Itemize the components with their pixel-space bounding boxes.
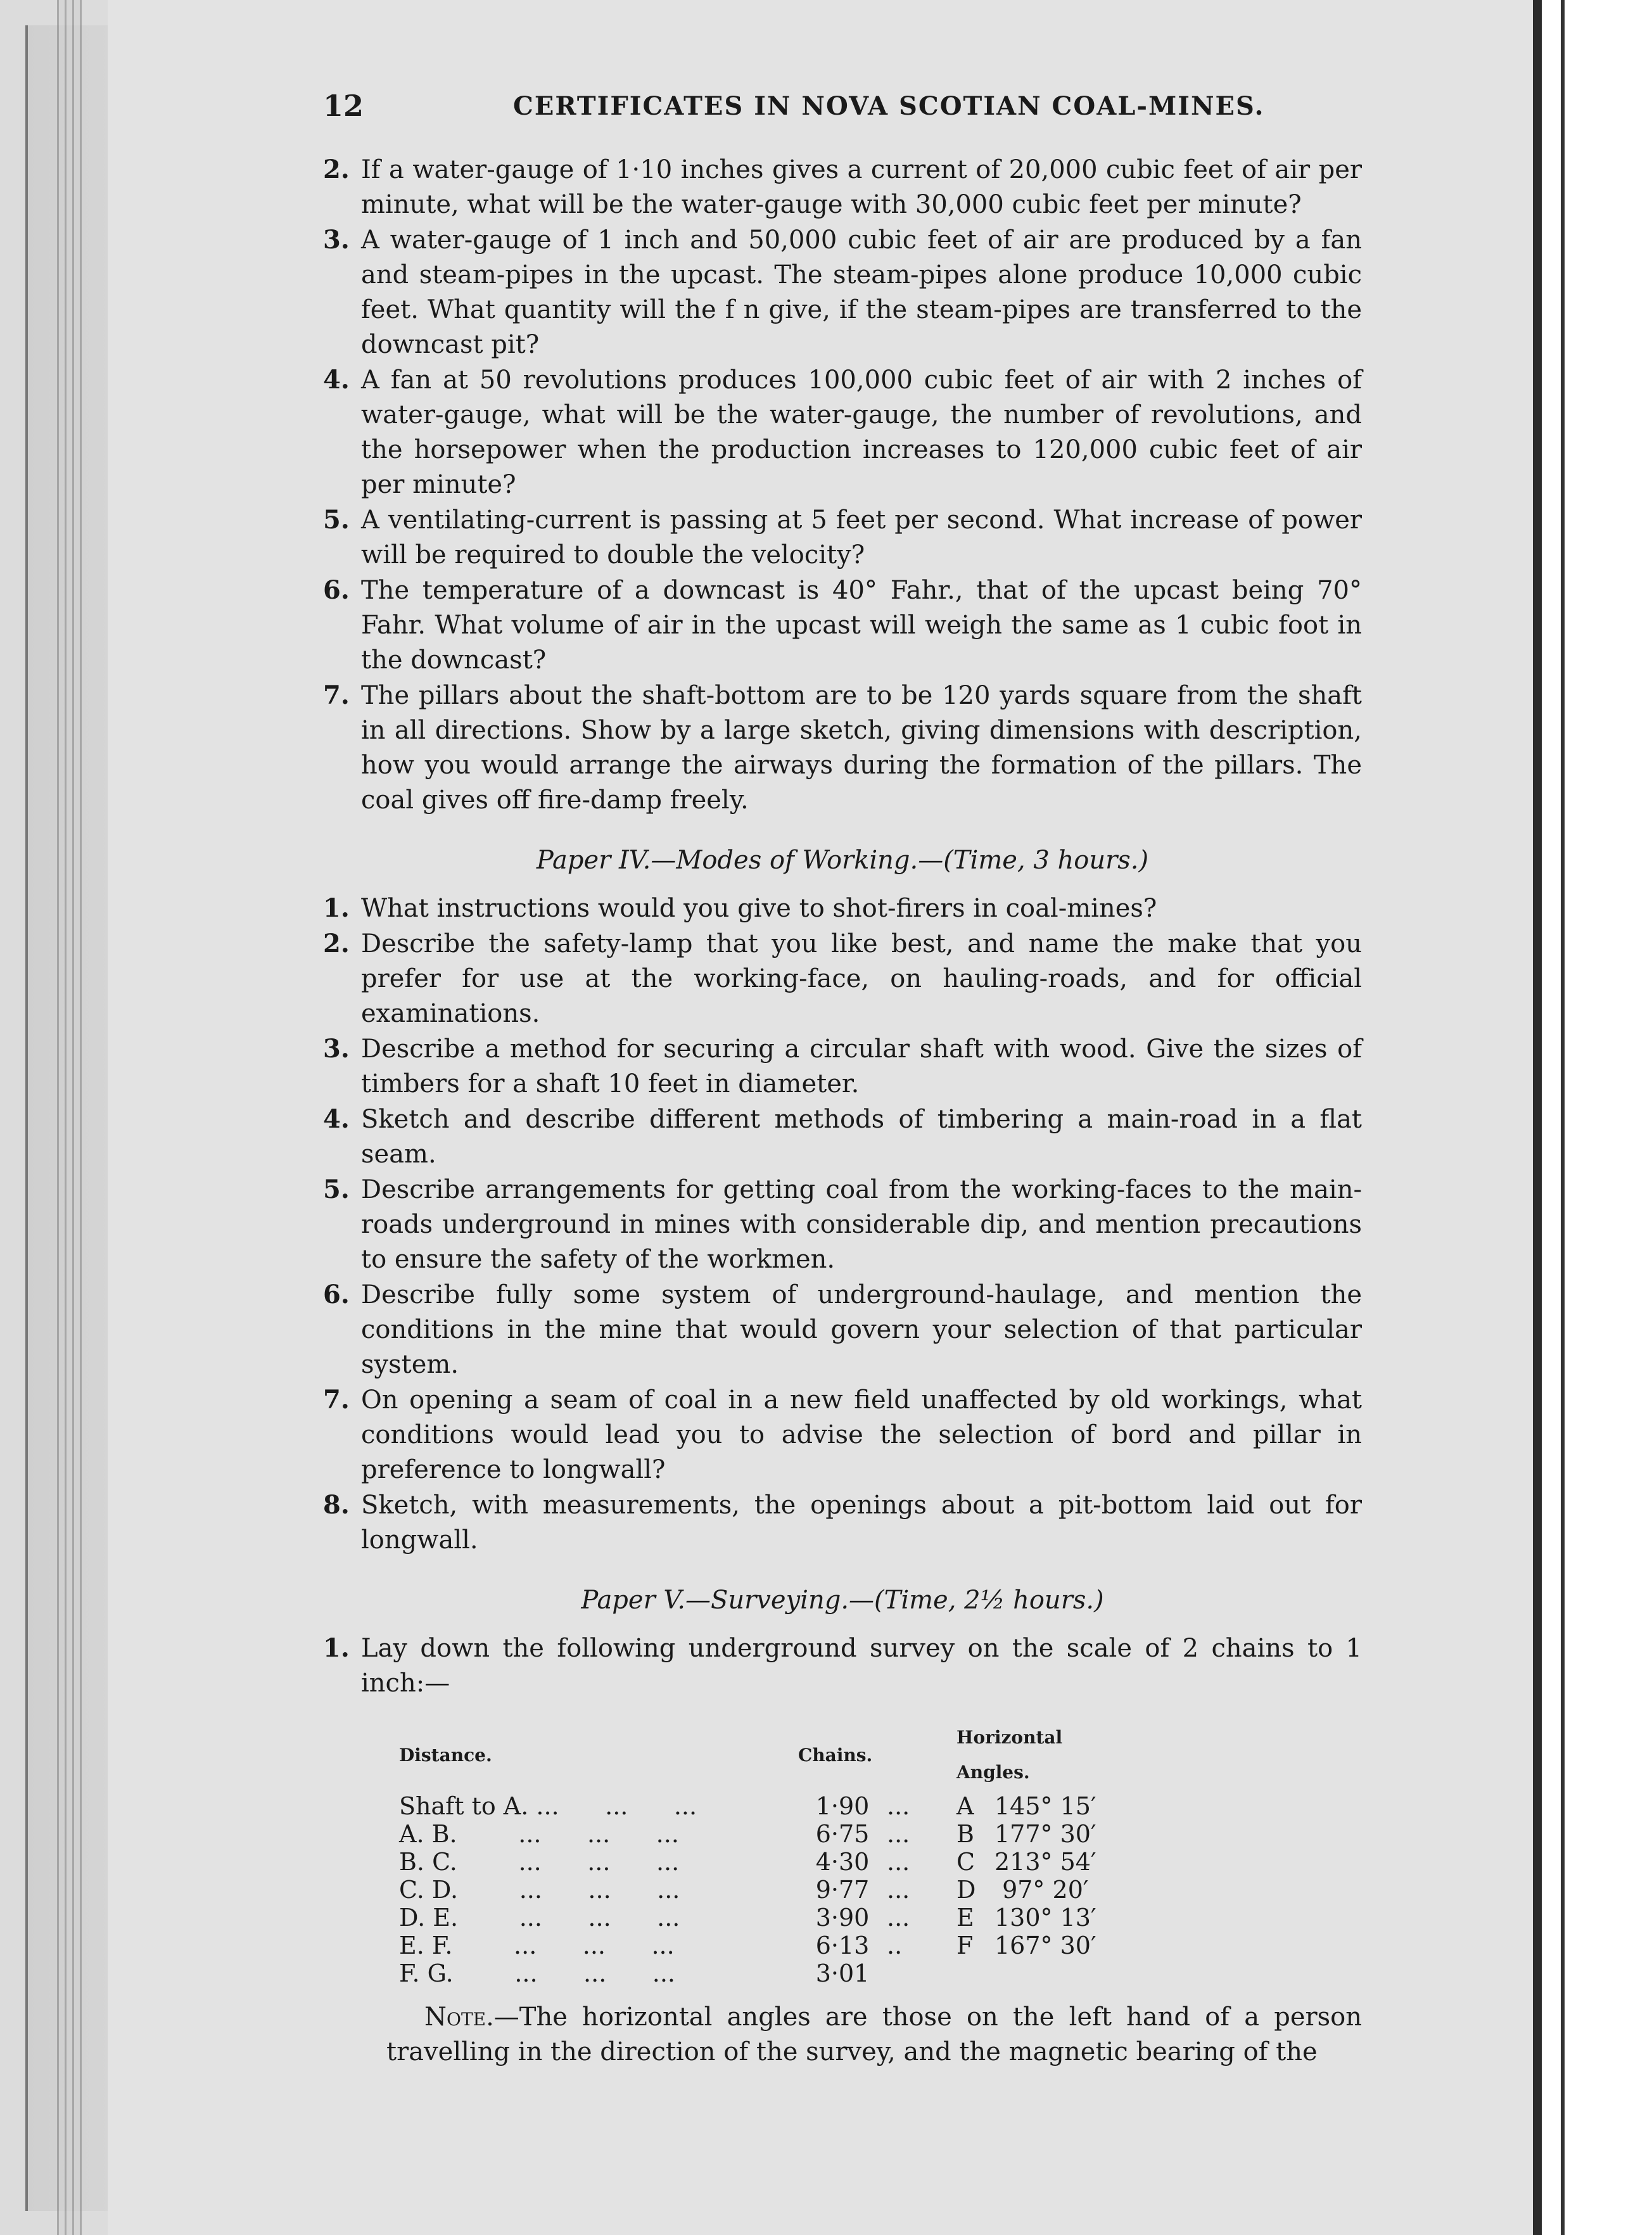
header-angles: Horizontal Angles. <box>956 1727 1063 1783</box>
paper-iv-heading: Paper IV.—Modes of Working.—(Time, 3 hours.) <box>536 846 1149 875</box>
paper-v-heading: Paper V.—Surveying.—(Time, 2½ hours.) <box>581 1586 1104 1615</box>
table-header-row <box>399 1720 1096 1792</box>
table-row: A. B. ... ... ... 6·75 ... B 177° 30′ <box>399 1820 1096 1848</box>
question: 5. A ventilating-current is passing at 5 feet per second. What increase of power will be required to double the velocity? <box>323 505 1362 570</box>
question: 6. Describe fully some system of underground-haulage, and mention the conditions in the mine that would govern your selection of that particular system. <box>323 1280 1362 1379</box>
question: 2. Describe the safety-lamp that you like best, and name the make that you prefer for use at the working-face, on hauling-roads, and for official examinations. <box>323 929 1362 1028</box>
question: 2. If a water-gauge of 1·10 inches gives a current of 20,000 cubic feet of air per minute, what will be the water-gauge with 30,000 cubic feet per minute? <box>323 155 1362 219</box>
question: 3. Describe a method for securing a circular shaft with wood. Give the sizes of timbers for a shaft 10 feet in diameter. <box>323 1034 1362 1098</box>
survey-note <box>386 2000 1362 2070</box>
table-row: C. D. ... ... ... 9·77 ... D 97° 20′ <box>399 1876 1089 1904</box>
question: 7. The pillars about the shaft-bottom are to be 120 yards square from the shaft in all directions. Show by a large sketch, giving dimensions with description, how you would arrange the airways during the formation of the pillars. The coal gives off fire-damp freely. <box>323 680 1362 815</box>
table-row: B. C. ... ... ... 4·30 ... C 213° 54′ <box>399 1848 1096 1876</box>
note-label: Note. <box>424 2003 494 2032</box>
table-row: F. G. ... ... ... 3·01 <box>399 1959 870 1987</box>
table-row: E. F. ... ... ... 6·13 .. F 167° 30′ <box>399 1932 1096 1959</box>
question: 6. The temperature of a downcast is 40° Fahr., that of the upcast being 70° Fahr. What volume of air in the upcast will weigh the same as 1 cubic foot in the downcast? <box>323 575 1362 675</box>
question: 5. Describe arrangements for getting coal from the working-faces to the main-roads underground in mines with considerable dip, and mention precautions to ensure the safety of the workmen. <box>323 1175 1362 1274</box>
page-header <box>323 89 1590 127</box>
note-text: —The horizontal angles are those on the left hand of a person travelling in the direction of the survey, and the magnetic bearing of the <box>386 2003 1362 2066</box>
right-margin <box>1542 0 1652 2235</box>
gutter-shadow <box>1533 0 1542 2235</box>
question: 8. Sketch, with measurements, the openings about a pit-bottom laid out for longwall. <box>323 1490 1362 1555</box>
header-distance: Distance. <box>399 1744 492 1766</box>
question: 1. Lay down the following underground survey on the scale of 2 chains to 1 inch:— <box>323 1633 1362 1698</box>
page-edges <box>57 0 82 2235</box>
question: 4. Sketch and describe different methods of timbering a main-road in a flat seam. <box>323 1104 1362 1169</box>
table-row: Shaft to A. ... ... ... 1·90 ... A 145° 15′ <box>399 1792 1096 1820</box>
header-chains: Chains. <box>798 1744 873 1766</box>
question: 1. What instructions would you give to shot-firers in coal-mines? <box>323 893 1157 923</box>
page-number: 12 <box>323 89 364 123</box>
running-head: CERTIFICATES IN NOVA SCOTIAN COAL-MINES. <box>513 91 1265 121</box>
question: 4. A fan at 50 revolutions produces 100,000 cubic feet of air with 2 inches of water-gauge, what will be the water-gauge, the number of revolutions, and the horsepower when the production increases to 120,000 cubic feet of air per minute? <box>323 365 1362 499</box>
question: 7. On opening a seam of coal in a new field unaffected by old workings, what conditions would lead you to advise the selection of bord and pillar in preference to longwall? <box>323 1385 1362 1484</box>
table-row: D. E. ... ... ... 3·90 ... E 130° 13′ <box>399 1904 1096 1932</box>
body-text <box>323 152 1362 2070</box>
survey-table <box>399 1720 1096 1987</box>
question: 3. A water-gauge of 1 inch and 50,000 cubic feet of air are produced by a fan and steam-pipes in the upcast. The steam-pipes alone produce 10,000 cubic feet. What quantity will the f n give, if the steam-pipes are transferred to the downcast pit? <box>323 225 1362 359</box>
